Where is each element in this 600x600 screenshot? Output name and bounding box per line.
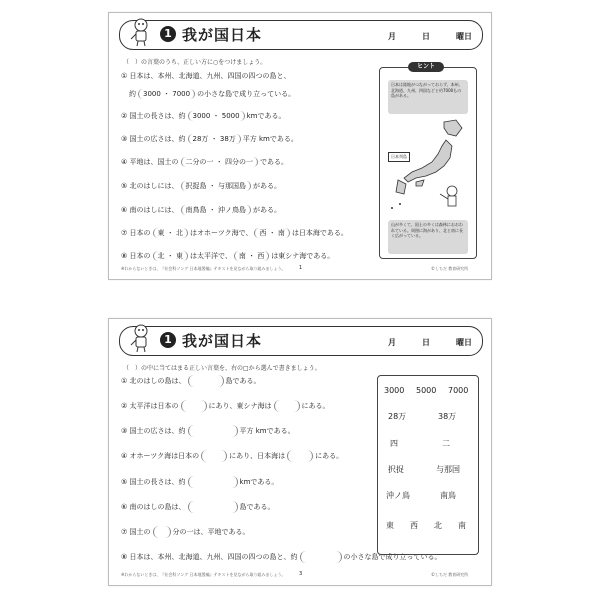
question-text: にあり、日本海は	[229, 452, 286, 460]
question-3	[121, 134, 298, 144]
word-option: 西	[410, 521, 418, 530]
question-text: 島である。	[239, 503, 275, 511]
worksheet-header	[119, 20, 483, 50]
unit-number-badge: 1	[160, 332, 176, 348]
question-text: の小さな島で成り立っている。	[343, 553, 442, 561]
choice-parens[interactable]: 西 ・ 南	[254, 228, 289, 238]
word-option: 四	[390, 439, 398, 448]
word-option: 南鳥	[440, 491, 456, 500]
word-option: 東	[386, 521, 394, 530]
question-5	[121, 476, 278, 488]
choice-parens[interactable]: 二分の一 ・ 四分の一	[181, 157, 258, 167]
question-5	[121, 181, 281, 191]
question-text: ④ オホーツク海は日本の	[121, 452, 200, 460]
question-1	[121, 375, 261, 387]
choice-parens[interactable]: 択捉島 ・ 与那国島	[181, 181, 251, 191]
question-1b	[129, 89, 295, 99]
date-day-label: 日	[422, 338, 430, 347]
mascot-icon	[130, 323, 152, 353]
answer-blank[interactable]	[274, 400, 300, 412]
question-text: ⑦ 国土の	[121, 528, 151, 536]
question-text: はオホーツク海で、	[189, 229, 253, 237]
word-option: 28万	[388, 412, 407, 421]
footer-note: ※わからないときは、『社会科ソング 日本地図編』テキストを見ながら取り組みましょう。	[121, 572, 286, 577]
question-text: の小さな島で成り立っている。	[197, 90, 296, 98]
question-text: ⑧ 日本の	[121, 252, 151, 260]
question-text: ⑧ 日本は、本州、北海道、九州、四国の四つの島と、約	[121, 553, 298, 561]
answer-blank[interactable]	[188, 476, 238, 488]
question-2	[121, 111, 285, 121]
page-title: 我が国日本	[182, 26, 263, 44]
word-option: 南	[458, 521, 466, 530]
word-option: 北	[434, 521, 442, 530]
answer-blank[interactable]	[188, 375, 224, 387]
answer-blank[interactable]	[300, 551, 342, 563]
word-option: 5000	[416, 386, 437, 395]
question-text: ⑥ 南のはしには、	[121, 206, 179, 214]
question-6	[121, 205, 281, 215]
map-label: 日本列島	[388, 152, 410, 162]
question-7	[121, 228, 348, 238]
question-text: kmである。	[239, 478, 279, 486]
hint-box	[379, 63, 477, 259]
question-text: ④ 平地は、国土の	[121, 158, 179, 166]
copyright-text: ©しちだ 教育研究所	[431, 572, 469, 577]
question-8	[121, 251, 334, 261]
mascot-icon	[130, 17, 152, 47]
question-text: ⑦ 日本の	[121, 229, 151, 237]
instruction-text: （ ）の中に当てはまる正しい言葉を、右の□から選んで書きましょう。	[123, 365, 321, 372]
question-text: ① 北のはしの島は、	[121, 377, 186, 385]
question-text: ⑤ 国土の長さは、約	[121, 478, 186, 486]
question-text: にあり、東シナ海は	[208, 402, 272, 410]
choice-parens[interactable]: 3000 ・ 5000	[188, 111, 245, 121]
date-weekday-label: 曜日	[456, 338, 472, 347]
answer-blank[interactable]	[201, 450, 227, 462]
question-3	[121, 425, 295, 437]
worksheet-header	[119, 326, 483, 356]
word-option: 与那国	[436, 465, 460, 474]
word-bank	[377, 375, 479, 555]
question-text: 平方 kmである。	[239, 427, 295, 435]
question-text: ③ 国土の広さは、約	[121, 135, 186, 143]
question-1a: ① 日本は、本州、北海道、九州、四国の四つの島と、	[121, 72, 291, 80]
word-option: 7000	[448, 386, 469, 395]
question-text: にある。	[301, 402, 330, 410]
answer-blank[interactable]	[188, 425, 238, 437]
instruction-text: （ ）の言葉のうち、正しい方に○をつけましょう。	[123, 59, 267, 66]
choice-parens[interactable]: 南鳥島 ・ 沖ノ鳥島	[181, 205, 251, 215]
answer-blank[interactable]	[188, 501, 238, 513]
question-text: がある。	[252, 182, 281, 190]
question-text: は日本海である。	[291, 229, 348, 237]
footer-note: ※わからないときは、『社会科ソング 日本地図編』テキストを見ながら取り組みましょう。	[121, 266, 286, 271]
question-text: ② 太平洋は日本の	[121, 402, 179, 410]
question-text: である。	[259, 158, 288, 166]
choice-parens[interactable]: 28万 ・ 38万	[188, 134, 241, 144]
question-6	[121, 501, 275, 513]
question-text: にある。	[315, 452, 344, 460]
word-option: 38万	[438, 412, 457, 421]
question-7	[121, 526, 250, 538]
worksheet-page-1	[108, 12, 492, 280]
question-text: ③ 国土の広さは、約	[121, 427, 186, 435]
question-4	[121, 450, 343, 462]
word-option: 二	[442, 439, 450, 448]
date-weekday-label: 曜日	[456, 32, 472, 41]
question-4	[121, 157, 288, 167]
question-2	[121, 400, 330, 412]
word-option: 択捉	[388, 465, 404, 474]
page-title: 我が国日本	[182, 332, 263, 350]
question-text: は東シナ海である。	[271, 252, 335, 260]
answer-blank[interactable]	[287, 450, 313, 462]
choice-parens[interactable]: 南 ・ 西	[234, 251, 269, 261]
question-text: 分の一は、平地である。	[172, 528, 250, 536]
word-option: 3000	[384, 386, 405, 395]
question-text: ⑤ 北のはしには、	[121, 182, 179, 190]
worksheet-page-3	[108, 318, 492, 586]
question-text: 島である。	[225, 377, 261, 385]
answer-blank[interactable]	[153, 526, 171, 538]
choice-parens[interactable]: 3000 ・ 7000	[138, 89, 195, 99]
date-month-label: 月	[388, 32, 396, 41]
page-number: 3	[299, 571, 303, 577]
hint-text: 日本は陸地がつながっておらず、本州、北海道、九州、四国などと約7000もの島がある。	[388, 80, 468, 114]
question-text: は太平洋で、	[189, 252, 232, 260]
question-text: ⑥ 南のはしの島は、	[121, 503, 186, 511]
question-text: がある。	[252, 206, 281, 214]
question-text: kmである。	[246, 112, 286, 120]
hint-tag: ヒント	[408, 62, 444, 72]
word-option: 沖ノ鳥	[386, 491, 410, 500]
copyright-text: ©しちだ 教育研究所	[431, 266, 469, 271]
japan-map-icon	[386, 116, 470, 216]
page-number: 1	[299, 265, 303, 271]
question-text: 平方 kmである。	[242, 135, 298, 143]
date-month-label: 月	[388, 338, 396, 347]
choice-parens[interactable]: 北 ・ 東	[153, 251, 188, 261]
question-text: 約	[129, 90, 136, 98]
question-text: ② 国土の長さは、約	[121, 112, 186, 120]
unit-number-badge: 1	[160, 26, 176, 42]
choice-parens[interactable]: 東 ・ 北	[153, 228, 188, 238]
date-day-label: 日	[422, 32, 430, 41]
hint-text-2: 山が多くて、国土の多くは森林におおわれている。周囲に海があり、北と南に長く広がっている。	[388, 220, 468, 254]
answer-blank[interactable]	[181, 400, 207, 412]
